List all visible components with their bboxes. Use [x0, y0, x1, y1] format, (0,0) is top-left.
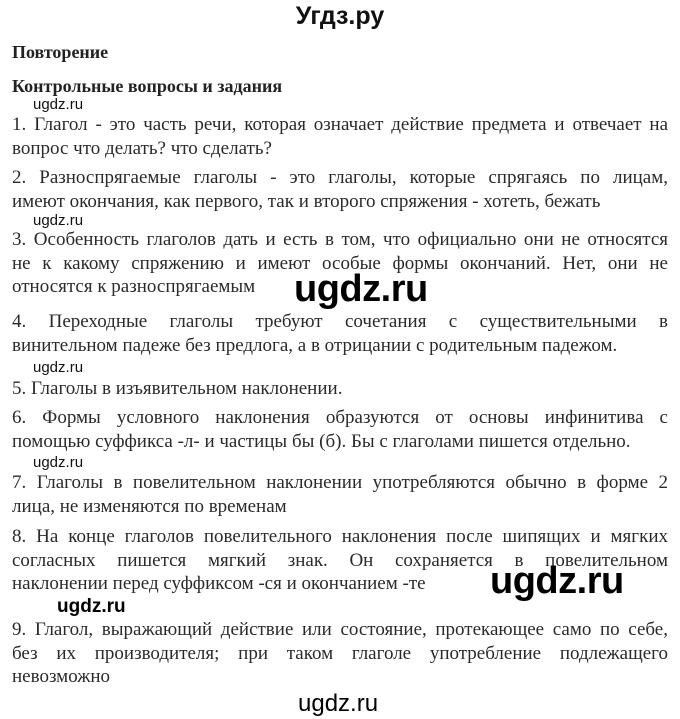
answer-line: 9. Глагол, выражающий действие или состояние, протекающее само по себе, — [12, 619, 668, 640]
answer-line: винительном падеже без предлога, а в отрицании с родительным падежом. — [12, 334, 618, 356]
answer-6 — [12, 406, 668, 453]
section-heading: Повторение — [12, 42, 109, 62]
answer-line: 7. Глаголы в повелительном наклонении употребляются обычно в форме 2 — [12, 472, 668, 493]
answer-line: 5. Глаголы в изъявительном наклонении. — [12, 378, 343, 399]
answer-line: вопрос что делать? что сделать? — [12, 137, 272, 159]
answer-line: 8. На конце глаголов повелительного наклонения после шипящих и мягких — [12, 526, 668, 547]
answer-line: 2. Разноспрягаемые глаголы - это глаголы, которые спрягаясь по лицам, — [12, 167, 668, 188]
watermark: ugdz.ru — [57, 596, 126, 617]
watermark: ugdz.ru — [33, 359, 84, 376]
answer-2 — [12, 166, 668, 213]
site-title: Угдз.ру — [295, 2, 385, 30]
answer-line: 4. Переходные глаголы требуют сочетания с существительными в — [12, 311, 668, 332]
answer-line: наклонении перед суффиксом -ся и окончанием -те — [12, 573, 426, 594]
answer-line: помощью суффикса -л- и частицы бы (б). Бы с глаголами пишется отдельно. — [12, 430, 631, 452]
watermark: ugdz.ru — [33, 96, 84, 113]
answer-line: не к какому спряжению и имеют особые формы окончаний. Нет, они не — [12, 252, 668, 274]
answer-1 — [12, 113, 668, 160]
answer-line: согласных пишется мягкий знак. Он сохраняется в повелительном — [12, 549, 668, 571]
answer-4 — [12, 310, 668, 357]
answer-9 — [12, 618, 668, 689]
watermark: ugdz.ru — [490, 560, 624, 602]
answer-line: без их производителя; при таком глаголе употребление подлежащего — [12, 642, 668, 664]
answer-line: 6. Формы условного наклонения образуются от основы инфинитива с — [12, 407, 668, 428]
answer-line: имеют окончания, как первого, так и второго спряжения - хотеть, бежать — [12, 190, 601, 212]
answer-7 — [12, 471, 668, 518]
section-subheading: Контрольные вопросы и задания — [12, 76, 283, 96]
watermark: ugdz.ru — [298, 690, 379, 717]
answer-line: невозможно — [12, 666, 111, 687]
answer-line: лица, не изменяются по временам — [12, 495, 287, 517]
answer-line: относятся к разноспрягаемым — [12, 276, 256, 297]
watermark: ugdz.ru — [33, 454, 84, 471]
watermark: ugdz.ru — [33, 212, 84, 229]
answer-5 — [12, 377, 668, 401]
answer-line: 3. Особенность глаголов дать и есть в том, что официально они не относятся — [12, 229, 668, 250]
answer-line: 1. Глагол - это часть речи, которая означает действие предмета и отвечает на — [12, 114, 668, 135]
watermark: ugdz.ru — [294, 268, 428, 310]
